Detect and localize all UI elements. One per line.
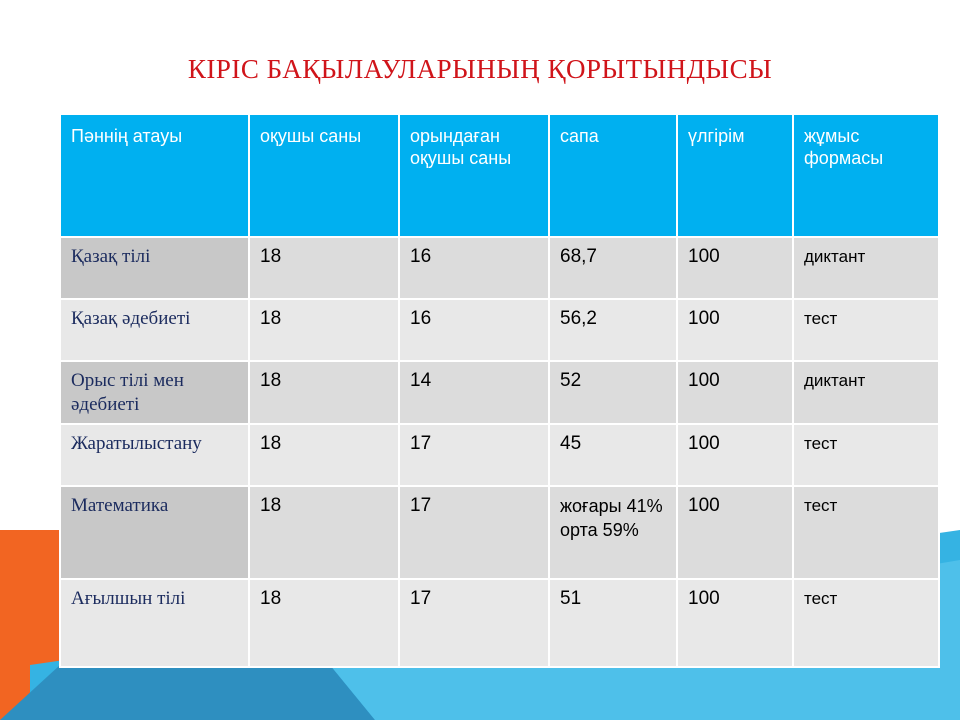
cell-subject: Ағылшын тілі xyxy=(60,579,249,667)
cell-completed: 17 xyxy=(399,424,549,486)
dark-blue-shape xyxy=(0,665,375,720)
table-row xyxy=(60,486,939,579)
table-row xyxy=(60,237,939,299)
cell-subject: Орыс тілі мен әдебиеті xyxy=(60,361,249,424)
cell-completed: 14 xyxy=(399,361,549,424)
cell-work-form: тест xyxy=(793,486,939,579)
cell-performance: 100 xyxy=(677,237,793,299)
cell-subject: Математика xyxy=(60,486,249,579)
header-completed-count: орындаған оқушы саны xyxy=(399,114,549,237)
header-quality: сапа xyxy=(549,114,677,237)
cell-quality: жоғары 41% орта 59% xyxy=(549,486,677,579)
header-performance: үлгірім xyxy=(677,114,793,237)
cell-work-form: тест xyxy=(793,299,939,361)
cell-completed: 17 xyxy=(399,579,549,667)
cell-completed: 16 xyxy=(399,237,549,299)
table-header-row xyxy=(60,114,939,237)
table-row xyxy=(60,579,939,667)
cell-subject: Қазақ тілі xyxy=(60,237,249,299)
cell-performance: 100 xyxy=(677,579,793,667)
cell-students: 18 xyxy=(249,424,399,486)
cell-work-form: тест xyxy=(793,579,939,667)
cell-quality: 56,2 xyxy=(549,299,677,361)
cell-subject: Жаратылыстану xyxy=(60,424,249,486)
header-subject: Пәннің атауы xyxy=(60,114,249,237)
cell-quality: 45 xyxy=(549,424,677,486)
results-table xyxy=(59,113,940,668)
cell-subject: Қазақ әдебиеті xyxy=(60,299,249,361)
table-row xyxy=(60,424,939,486)
cell-quality: 68,7 xyxy=(549,237,677,299)
cell-quality: 52 xyxy=(549,361,677,424)
cell-students: 18 xyxy=(249,486,399,579)
cell-work-form: тест xyxy=(793,424,939,486)
header-work-form: жұмыс формасы xyxy=(793,114,939,237)
slide-title: КІРІС БАҚЫЛАУЛАРЫНЫҢ ҚОРЫТЫНДЫСЫ xyxy=(187,54,773,84)
cell-students: 18 xyxy=(249,299,399,361)
cell-students: 18 xyxy=(249,361,399,424)
cell-performance: 100 xyxy=(677,299,793,361)
cell-quality: 51 xyxy=(549,579,677,667)
cell-work-form: диктант xyxy=(793,361,939,424)
cell-performance: 100 xyxy=(677,424,793,486)
cell-students: 18 xyxy=(249,579,399,667)
cell-performance: 100 xyxy=(677,361,793,424)
cell-students: 18 xyxy=(249,237,399,299)
cell-completed: 16 xyxy=(399,299,549,361)
header-students-count: оқушы саны xyxy=(249,114,399,237)
cell-work-form: диктант xyxy=(793,237,939,299)
table-row xyxy=(60,299,939,361)
cell-completed: 17 xyxy=(399,486,549,579)
cell-performance: 100 xyxy=(677,486,793,579)
table-row xyxy=(60,361,939,424)
